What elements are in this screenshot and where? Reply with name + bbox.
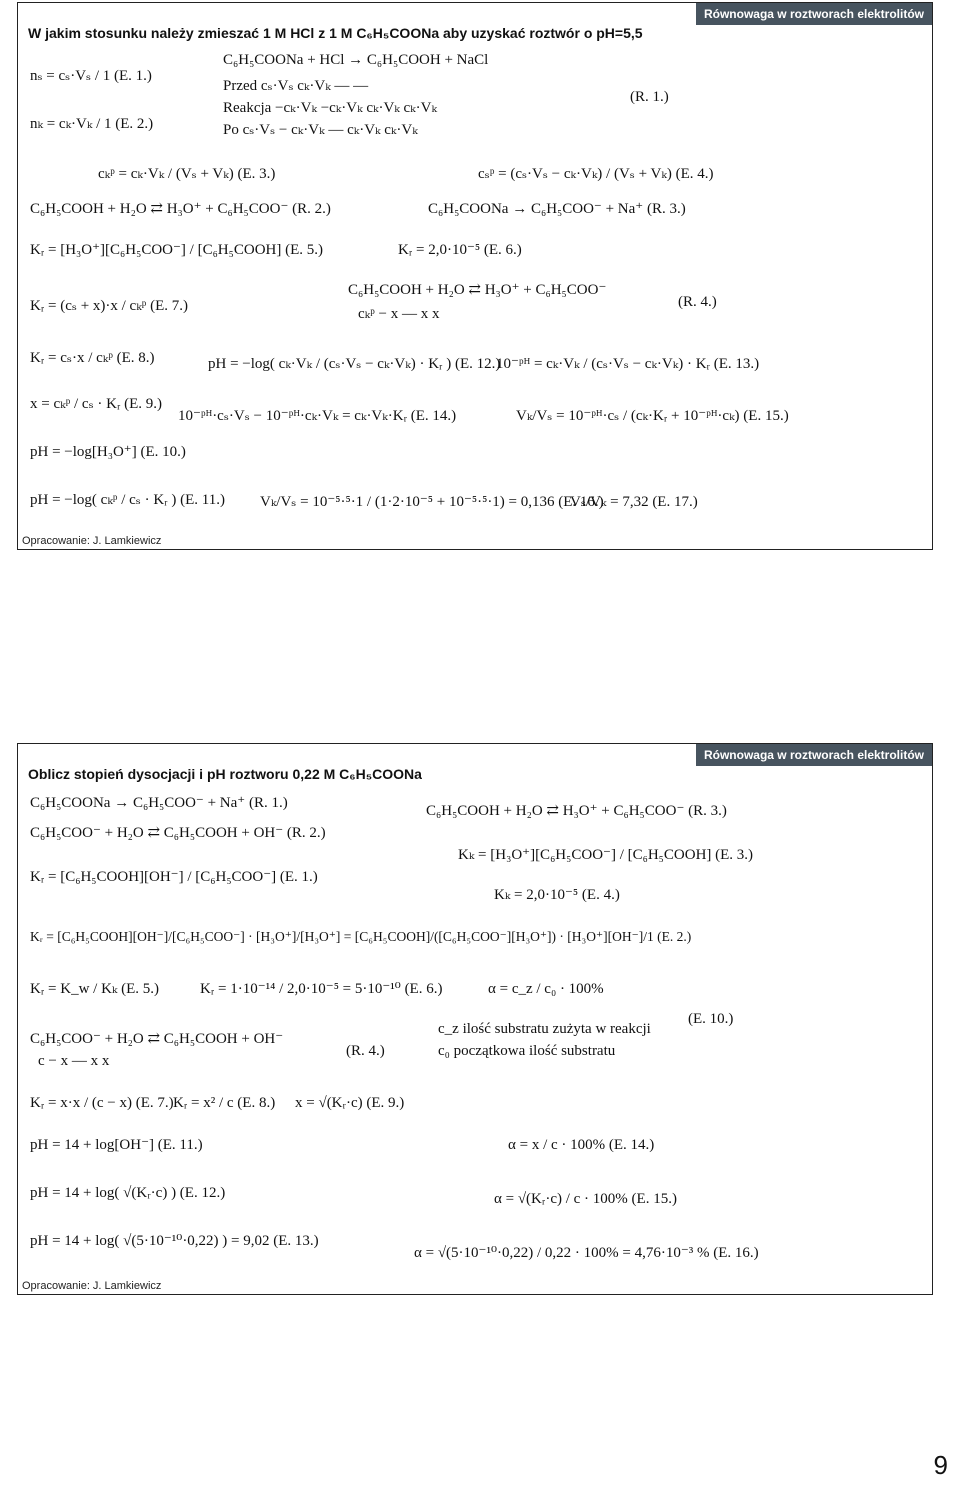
author-footer: Opracowanie: J. Lamkiewicz xyxy=(22,1280,162,1292)
equation-e5: Kᵣ = K_w / Kₖ (E. 5.) xyxy=(30,981,160,997)
equation-e8: Kᵣ = x² / c (E. 8.) xyxy=(173,1095,276,1111)
reaction-r2: C₆H₅COOH + H₂O ⇄ H₃O⁺ + C₆H₅COO⁻ (R. 2.) xyxy=(30,201,331,217)
equation-e3: Kₖ = [H₃O⁺][C₆H₅COO⁻] / [C₆H₅COOH] (E. 3.) xyxy=(458,847,754,863)
equation-e14: 10⁻ᵖᴴ·cₛ·Vₛ − 10⁻ᵖᴴ·cₖ·Vₖ = cₖ·Vₖ·Kᵣ (E. 14.) xyxy=(178,408,457,424)
slide-title: Oblicz stopień dysocjacji i pH roztworu 0,22 M C₆H₅COONa xyxy=(28,766,422,782)
equation-e10-c0: c₀ początkowa ilość substratu xyxy=(438,1043,616,1059)
reaction-r3: C₆H₅COOH + H₂O ⇄ H₃O⁺ + C₆H₅COO⁻ (R. 3.) xyxy=(426,803,727,819)
equation-e15: Vₖ/Vₛ = 10⁻ᵖᴴ·cₛ / (cₖ·Kᵣ + 10⁻ᵖᴴ·cₖ) (E. 15.) xyxy=(516,408,789,424)
author-footer: Opracowanie: J. Lamkiewicz xyxy=(22,535,162,547)
equation-e3: cₖᵖ = cₖ·Vₖ / (Vₛ + Vₖ) (E. 3.) xyxy=(98,166,276,182)
equation-e5: Kᵣ = [H₃O⁺][C₆H₅COO⁻] / [C₆H₅COOH] (E. 5.) xyxy=(30,242,324,258)
equation-e10: pH = −log[H₃O⁺] (E. 10.) xyxy=(30,444,186,460)
reaction-r1: C₆H₅COONa → C₆H₅COO⁻ + Na⁺ (R. 1.) xyxy=(30,795,288,811)
reaction-r4-values: cₖᵖ − x — x x xyxy=(358,306,440,322)
reaction-r1-header: C₆H₅COONa + HCl → C₆H₅COOH + NaCl xyxy=(223,52,489,68)
equation-e13: pH = 14 + log( √(5·10⁻¹⁰·0,22) ) = 9,02 (E. 13.) xyxy=(30,1233,319,1249)
page-number: 9 xyxy=(933,1450,948,1480)
equation-e10-label: (E. 10.) xyxy=(688,1011,734,1027)
equation-e9: x = cₖᵖ / cₛ · Kᵣ (E. 9.) xyxy=(30,396,163,412)
reaction-r4-values: c − x — x x xyxy=(38,1053,110,1069)
equation-e15: α = √(Kᵣ·c) / c · 100% (E. 15.) xyxy=(494,1191,677,1207)
equation-e14: α = x / c · 100% (E. 14.) xyxy=(508,1137,655,1153)
equation-e11: pH = 14 + log[OH⁻] (E. 11.) xyxy=(30,1137,203,1153)
equation-e12: pH = −log( cₖ·Vₖ / (cₛ·Vₛ − cₖ·Vₖ) · Kᵣ ) (E. 12.) xyxy=(208,356,501,372)
reaction-r1-po: Po cₛ·Vₛ − cₖ·Vₖ — cₖ·Vₖ cₖ·Vₖ xyxy=(223,122,418,138)
equation-e16: α = √(5·10⁻¹⁰·0,22) / 0,22 · 100% = 4,76·10⁻³ % (E. 16.) xyxy=(414,1245,759,1261)
topic-tag: Równowaga w roztworach elektrolitów xyxy=(696,3,932,25)
equation-e11: pH = −log( cₖᵖ / cₛ · Kᵣ ) (E. 11.) xyxy=(30,492,225,508)
slide-buffer-mixing xyxy=(17,2,933,550)
reaction-r3: C₆H₅COONa → C₆H₅COO⁻ + Na⁺ (R. 3.) xyxy=(428,201,686,217)
equation-e12: pH = 14 + log( √(Kᵣ·c) ) (E. 12.) xyxy=(30,1185,226,1201)
equation-e7: Kᵣ = x·x / (c − x) (E. 7.) xyxy=(30,1095,174,1111)
reaction-r1-label: (R. 1.) xyxy=(630,89,669,105)
reaction-r4-header: C₆H₅COO⁻ + H₂O ⇄ C₆H₅COOH + OH⁻ xyxy=(30,1031,284,1047)
equation-e9: x = √(Kᵣ·c) (E. 9.) xyxy=(295,1095,405,1111)
equation-e17: Vₛ/Vₖ = 7,32 (E. 17.) xyxy=(570,494,698,510)
equation-e4: cₛᵖ = (cₛ·Vₛ − cₖ·Vₖ) / (Vₛ + Vₖ) (E. 4.) xyxy=(478,166,714,182)
slide-hydrolysis-degree xyxy=(17,743,933,1295)
equation-e10-formula: α = c_z / c₀ · 100% xyxy=(488,981,604,997)
reaction-r1-przed: Przed cₛ·Vₛ cₖ·Vₖ — — xyxy=(223,78,369,94)
topic-tag: Równowaga w roztworach elektrolitów xyxy=(696,744,932,766)
equation-e8: Kᵣ = cₛ·x / cₖᵖ (E. 8.) xyxy=(30,350,155,366)
equation-e1: Kᵣ = [C₆H₅COOH][OH⁻] / [C₆H₅COO⁻] (E. 1.) xyxy=(30,869,318,885)
equation-e13: 10⁻ᵖᴴ = cₖ·Vₖ / (cₛ·Vₛ − cₖ·Vₖ) · Kᵣ (E. 13.) xyxy=(496,356,760,372)
reaction-r4-header: C₆H₅COOH + H₂O ⇄ H₃O⁺ + C₆H₅COO⁻ xyxy=(348,282,607,298)
reaction-r4-label: (R. 4.) xyxy=(346,1043,385,1059)
equation-e16: Vₖ/Vₛ = 10⁻⁵·⁵·1 / (1·2·10⁻⁵ + 10⁻⁵·⁵·1) = 0,136 (E. 16.) xyxy=(260,494,604,510)
equation-e2: Kᵣ = [C₆H₅COOH][OH⁻]/[C₆H₅COO⁻] · [H₃O⁺]/[H₃O⁺] = [C₆H₅COOH]/([C₆H₅COO⁻][H₃O⁺]) · [H₃O⁺][OH⁻]/1 (E. 2.) xyxy=(30,929,692,944)
slide-title: W jakim stosunku należy zmieszać 1 M HCl z 1 M C₆H₅COONa aby uzyskać roztwór o pH=5,5 xyxy=(28,25,643,41)
equation-e10-cz: c_z ilość substratu zużyta w reakcji xyxy=(438,1021,651,1037)
equation-e7: Kᵣ = (cₛ + x)·x / cₖᵖ (E. 7.) xyxy=(30,298,189,314)
equation-e2: nₖ = cₖ·Vₖ / 1 (E. 2.) xyxy=(30,116,154,132)
equation-e6: Kᵣ = 1·10⁻¹⁴ / 2,0·10⁻⁵ = 5·10⁻¹⁰ (E. 6.) xyxy=(200,981,443,997)
reaction-r1-reakcja: Reakcja −cₖ·Vₖ −cₖ·Vₖ cₖ·Vₖ cₖ·Vₖ xyxy=(223,100,437,116)
reaction-r2: C₆H₅COO⁻ + H₂O ⇄ C₆H₅COOH + OH⁻ (R. 2.) xyxy=(30,825,326,841)
equation-e6: Kᵣ = 2,0·10⁻⁵ (E. 6.) xyxy=(398,242,522,258)
equation-e4: Kₖ = 2,0·10⁻⁵ (E. 4.) xyxy=(494,887,620,903)
equation-e1: nₛ = cₛ·Vₛ / 1 (E. 1.) xyxy=(30,68,152,84)
reaction-r4-label: (R. 4.) xyxy=(678,294,717,310)
